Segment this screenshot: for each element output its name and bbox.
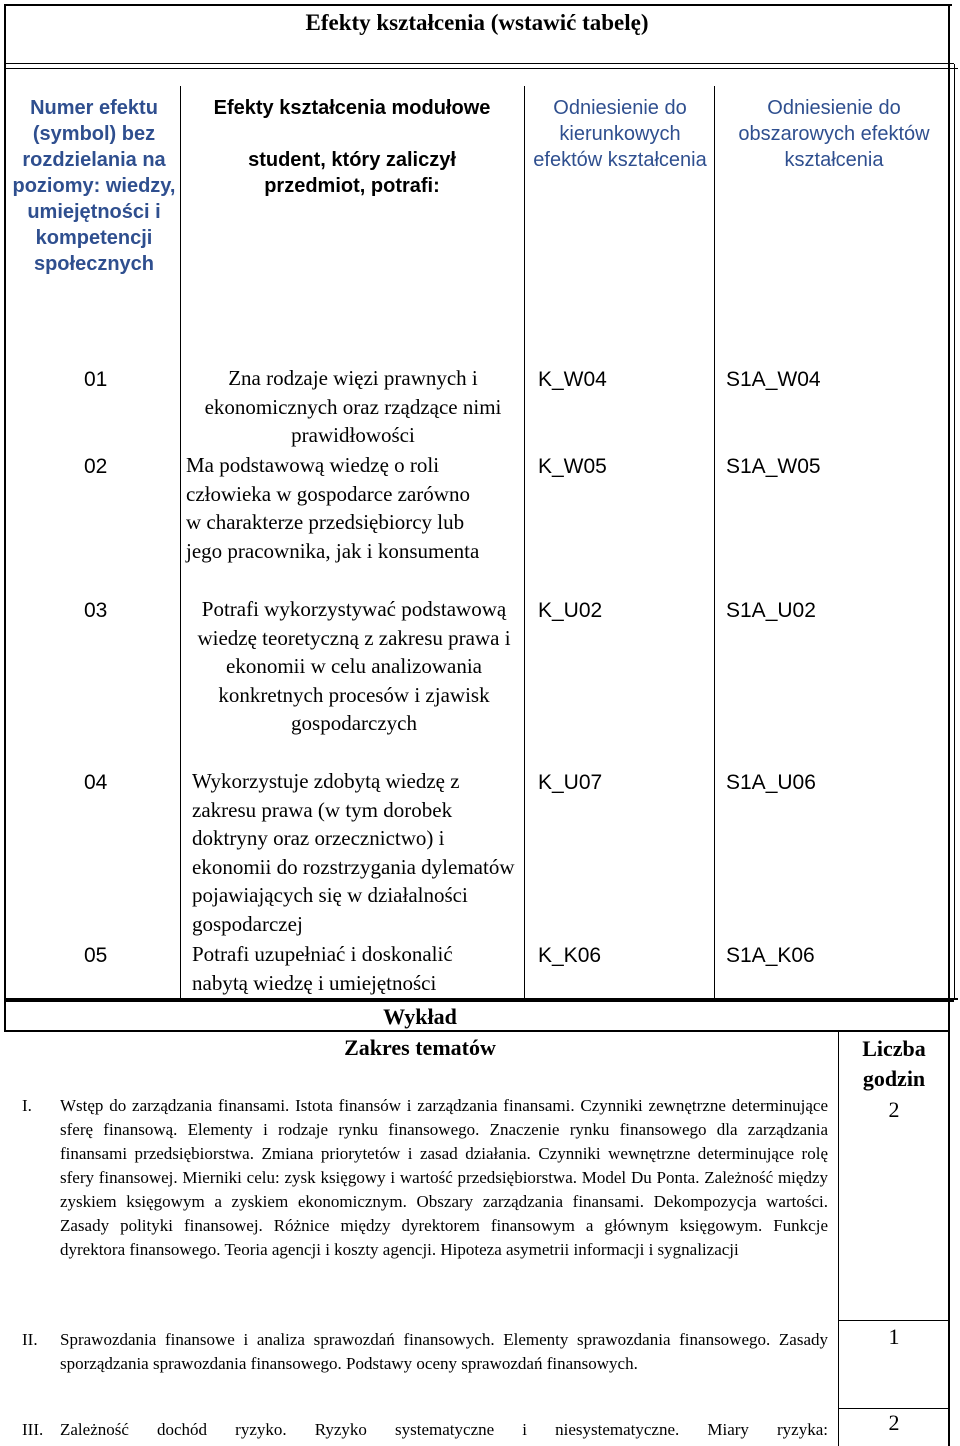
row-02-description: Ma podstawową wiedzę o roli człowieka w gospodarce zarówno w charakterze przedsiębiorcy lub jego pracownika, jak i konsumenta: [186, 453, 480, 563]
header-effect-number: Numer efektu (symbol) bez rozdzielania na poziomy: wiedzy, umiejętności i kompetencji społecznych: [12, 97, 176, 275]
topic-3-number: III.: [22, 1420, 44, 1439]
header-top-line: [4, 68, 958, 69]
header-module-effects-sub: student, który zaliczył przedmiot, potrafi:: [248, 149, 456, 197]
row-01-area: S1A_W04: [726, 368, 821, 391]
topic-1-text: Wstęp do zarządzania finansami. Istota finansów i zarządzania finansami. Czynniki zewnętrzne determinujące sferę finansową. Elementy i rodzaje rynku finansowego. Znaczenie rynku finansowego dla zarządzania finansami przedsiębiorstwa. Zmiana priorytetów i zasad działania. Czynniki wewnętrzne determinujące rolę sfery finansowej. Mierniki celu: zysk księgowy i wartość przedsiębiorstwa. Model Du Ponta. Zależność między zyskiem księgowym a zyskiem ekonomicznym. Obszary zarządzania finansami. Dekompozycja wartości. Zasady polityki finansowej. Różnice między dyrektorem finansowym a głównym księgowym. Funkcje dyrektora finansowego. Teoria agencji i koszty agencji. Hipoteza asymetrii informacji i sygnalizacji: [60, 1096, 828, 1259]
row-05-number: 05: [84, 944, 108, 967]
topic-1-hours: 2: [888, 1097, 900, 1122]
topic-row-sep-2: [838, 1408, 950, 1409]
topic-2-number: II.: [22, 1330, 38, 1349]
row-05-description: Potrafi uzupełniać i doskonalić nabytą wiedzę i umiejętności: [192, 942, 453, 995]
lecture-left-border: [4, 1000, 6, 1032]
row-05-area: S1A_K06: [726, 944, 815, 967]
row-04-directional: K_U07: [538, 771, 603, 794]
table-border-top: [4, 4, 952, 6]
row-01-number: 01: [84, 368, 108, 391]
row-03-number: 03: [84, 599, 108, 622]
topic-3-text: Zależność dochód ryzyko. Ryzyko systematyczne i niesystematyczne. Miary ryzyka:: [60, 1420, 828, 1439]
topics-header: Zakres tematów: [344, 1035, 496, 1060]
topic-2-text: Sprawozdania finansowe i analiza sprawozdań finansowych. Elementy sprawozdania finansowego. Zasady sporządzania sprawozdania finansowego. Podstawy oceny sprawozdań finansowych.: [60, 1330, 828, 1373]
header-directional-effects: Odniesienie do kierunkowych efektów kształcenia: [533, 97, 707, 171]
row-04-number: 04: [84, 771, 108, 794]
row-02-number: 02: [84, 455, 108, 478]
table-border-left: [4, 4, 6, 1000]
table-title: Efekty kształcenia (wstawić tabelę): [305, 10, 649, 35]
topic-1-number: I.: [22, 1096, 32, 1115]
row-04-description: Wykorzystuje zdobytą wiedzę z zakresu prawa (w tym dorobek doktryny oraz orzecznictwo) i ekonomii do rozstrzygania dylematów pojawiających się w działalności gospodarczej: [192, 769, 515, 936]
lecture-title: Wykład: [383, 1004, 457, 1029]
row-04-area: S1A_U06: [726, 771, 816, 794]
lecture-top-line: [4, 1000, 954, 1002]
right-edge-line: [954, 64, 955, 1000]
row-02-area: S1A_W05: [726, 455, 821, 478]
header-module-effects: [182, 95, 522, 199]
title-separator: [4, 63, 954, 64]
hours-col-left: [838, 1030, 839, 1446]
col-sep-1: [180, 86, 181, 1000]
row-01-directional: K_W04: [538, 368, 607, 391]
col-sep-2: [524, 86, 525, 1000]
topic-2-hours: 1: [888, 1324, 900, 1349]
row-03-area: S1A_U02: [726, 599, 816, 622]
row-03-directional: K_U02: [538, 599, 603, 622]
header-module-effects-title: Efekty kształcenia modułowe: [213, 97, 491, 119]
topic-row-sep-1: [838, 1320, 950, 1321]
col-sep-3: [714, 86, 715, 1000]
hours-header: Liczba godzin: [862, 1036, 926, 1091]
row-01-description: Zna rodzaje więzi prawnych i ekonomicznych oraz rządzące nimi prawidłowości: [204, 366, 502, 448]
row-05-directional: K_K06: [538, 944, 602, 967]
row-02-directional: K_W05: [538, 455, 607, 478]
topic-3-hours: 2: [888, 1410, 900, 1435]
row-03-description: Potrafi wykorzystywać podstawową wiedzę teoretyczną z zakresu prawa i ekonomii w celu analizowania konkretnych procesów i zjawisk gospodarczych: [197, 597, 511, 736]
lecture-right-border: [948, 1000, 950, 1446]
header-area-effects: Odniesienie do obszarowych efektów kształcenia: [738, 97, 930, 171]
